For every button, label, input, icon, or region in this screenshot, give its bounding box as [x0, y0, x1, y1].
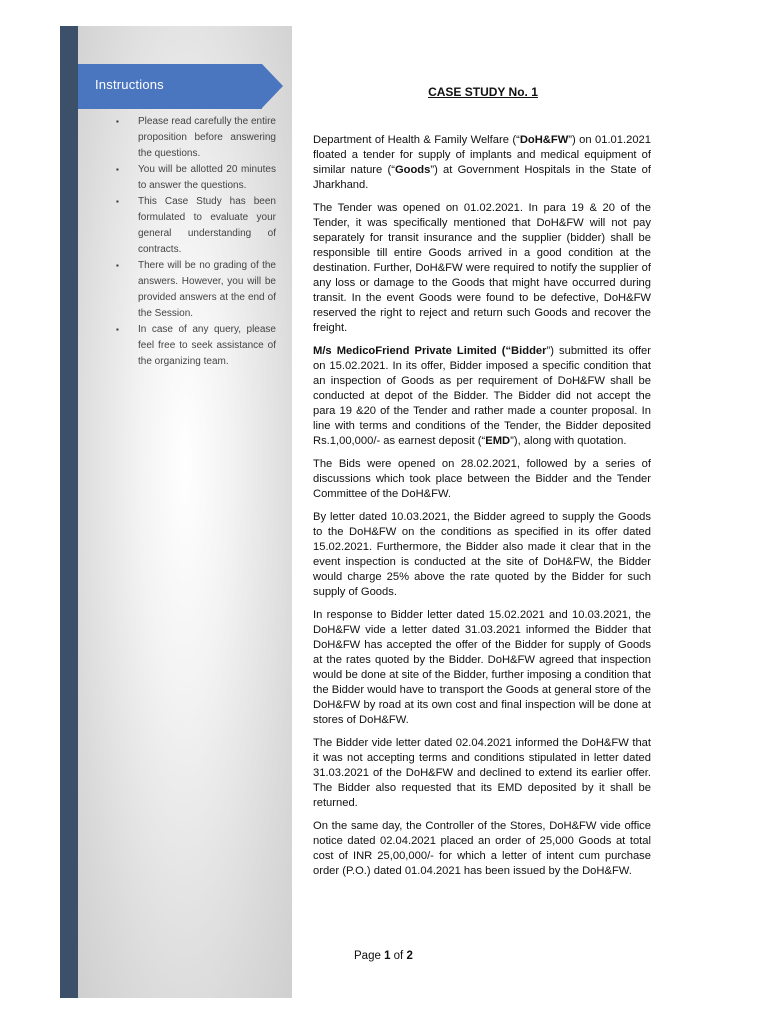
paragraph-purchase-order: On the same day, the Controller of the Stores, DoH&FW vide office notice dated 02.04.2021 placed an order of 25,000 Goods at total cost of INR 25,00,000/- for which a letter of intent cum purchase order (P.O.) dated 01.04.2021 has been issued by the DoH&FW. [313, 820, 651, 877]
instruction-text: In case of any query, please feel free to seek assistance of the organizing team. [138, 324, 276, 367]
p1-term-goods: Goods [394, 164, 431, 176]
p1-term-dohfw: DoH&FW [519, 134, 569, 146]
banner-arrow-shape [262, 64, 283, 108]
paragraph-tender-floated [313, 133, 651, 193]
instruction-text: There will be no grading of the answers. However, you will be provided answers at the end of the Session. [138, 260, 276, 319]
p3-text-c: ”) submitted its offer on 15.02.2021. In its offer, Bidder imposed a specific condition that an inspection of Goods as per requirement of DoH&FW shall be conducted at depot of the Bidder. The Bidder did not accept the para 19 &20 of the Tender and rather made a counter proposal. In line with terms and conditions of the Tender, the Bidder deposited Rs.1,00,000/- as earnest deposit (“ [313, 345, 651, 447]
bullet-icon: ▪ [116, 325, 119, 334]
document-title: CASE STUDY No. 1 [428, 85, 538, 99]
paragraph-bidder-declined: The Bidder vide letter dated 02.04.2021 informed the DoH&FW that it was not accepting terms and conditions stipulated in letter dated 31.03.2021 of the DoH&FW and declined to extend its earlier offer. The Bidder also requested that its EMD deposited by it shall be returned. [313, 737, 651, 809]
paragraph-bidder-letter: By letter dated 10.03.2021, the Bidder agreed to supply the Goods to the DoH&FW on the conditions as specified in its offer dated 15.02.2021. Furthermore, the Bidder also made it clear that in the event inspection is conducted at the site of DoH&FW, the Bidder would charge 25% above the rate quoted by the Bidder for such supply of Goods. [313, 511, 651, 598]
p1-text-e: ”) at Government Hospitals in the State of Jharkhand. [313, 164, 651, 191]
p3-text-e: ”), along with quotation. [510, 435, 627, 447]
instruction-item [116, 322, 276, 370]
bullet-icon: ▪ [116, 261, 119, 270]
case-study-document [313, 85, 651, 887]
bullet-icon: ▪ [116, 165, 119, 174]
instruction-text: This Case Study has been formulated to evaluate your general understanding of contracts. [138, 196, 276, 255]
paragraph-bids-opened: The Bids were opened on 28.02.2021, followed by a series of discussions which took place between the Bidder and the Tender Committee of the DoH&FW. [313, 458, 651, 500]
bullet-icon: ▪ [116, 197, 119, 206]
page-prefix: Page [354, 950, 385, 962]
current-page: 1 [384, 950, 391, 962]
paragraph-tender-opened: The Tender was opened on 01.02.2021. In para 19 & 20 of the Tender, it was specifically mentioned that DoH&FW will not pay separately for transit insurance and the supplier (bidder) shall be responsible till entire Goods arrived in a good condition at the destination. Further, DoH&FW were required to notify the supplier of any loss or damage to the Goods that might have occurred during transit. In the event Goods were found to be defective, DoH&FW reserved the right to reject and return such Goods and recover the freight. [313, 202, 651, 334]
instruction-item [116, 194, 276, 258]
left-accent-strip [60, 26, 78, 998]
paragraph-bidder-offer [313, 344, 651, 449]
paragraph-dohfw-response: In response to Bidder letter dated 15.02.2021 and 10.03.2021, the DoH&FW vide a letter dated 31.03.2021 informed the Bidder that DoH&FW has accepted the offer of the Bidder for supply of Goods at the rates quoted by the Bidder. DoH&FW agreed that inspection would be done at site of the Bidder, further imposing a condition that the Bidder would have to transport the Goods at general store of the DoH&FW by road at its own cost and final inspection will be done at stores of DoH&FW. [313, 609, 651, 726]
p1-text-c: ”) on 01.01.2021 floated a tender for supply of implants and medical equipment of similar nature (“ [313, 134, 651, 176]
instructions-title: Instructions [95, 77, 164, 92]
p3-text-a: M/s MedicoFriend Private Limited (“ [313, 345, 512, 357]
p3-term-bidder: Bidder [511, 345, 547, 357]
instructions-list [116, 114, 276, 370]
instruction-item [116, 258, 276, 322]
page-number [354, 950, 413, 962]
instruction-text: You will be allotted 20 minutes to answer the questions. [138, 164, 276, 191]
instruction-item [116, 162, 276, 194]
bullet-icon: ▪ [116, 117, 119, 126]
page-of: of [390, 950, 407, 962]
p1-text-a: Department of Health & Family Welfare (“ [313, 134, 520, 146]
p3-term-emd: EMD [485, 435, 511, 447]
instruction-text: Please read carefully the entire proposition before answering the questions. [138, 116, 276, 159]
instruction-item [116, 114, 276, 162]
total-pages: 2 [406, 950, 413, 962]
